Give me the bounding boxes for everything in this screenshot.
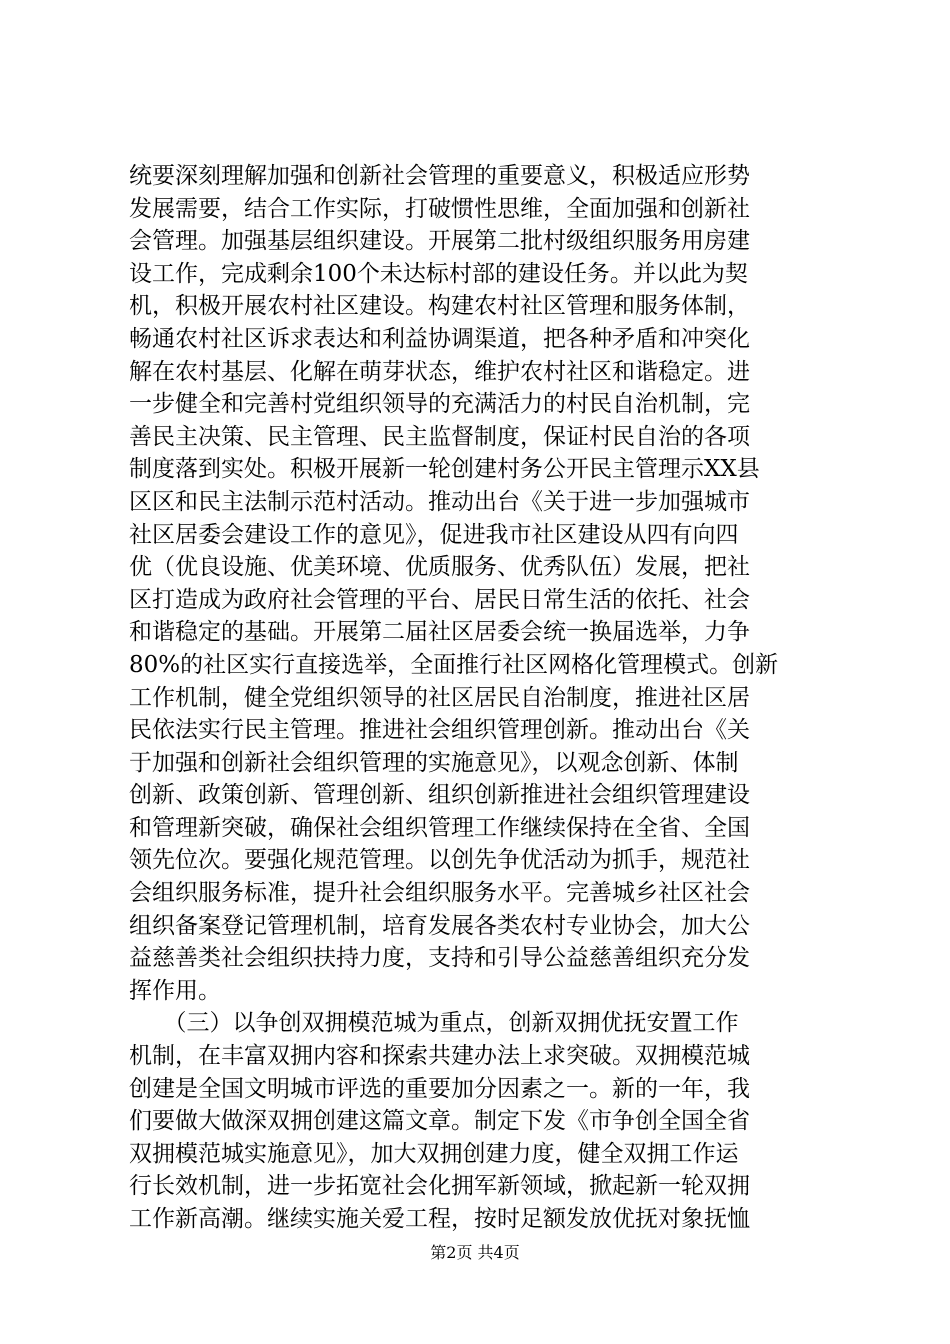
text-line: 畅通农村社区诉求表达和利益协调渠道，把各种矛盾和冲突化 xyxy=(129,325,750,352)
text-line: 机制，在丰富双拥内容和探索共建办法上求突破。双拥模范城 xyxy=(129,1043,750,1070)
text-line: 们要做大做深双拥创建这篇文章。制定下发《市争创全国全省 xyxy=(129,1108,750,1135)
text-line: 双拥模范城实施意见》，加大双拥创建力度，健全双拥工作运 xyxy=(129,1140,739,1167)
text-line: 设工作，完成剩余100个未达标村部的建设任务。并以此为契 xyxy=(129,260,748,287)
text-line: 制度落到实处。积极开展新一轮创建村务公开民主管理示XX县 xyxy=(129,456,760,483)
text-line: 民依法实行民主管理。推进社会组织管理创新。推动出台《关 xyxy=(129,717,750,744)
text-line: 行长效机制，进一步拓宽社会化拥军新领域，掀起新一轮双拥 xyxy=(129,1173,750,1200)
text-line: 发展需要，结合工作实际，打破惯性思维，全面加强和创新社 xyxy=(129,195,750,222)
text-line: 益慈善类社会组织扶持力度，支持和引导公益慈善组织充分发 xyxy=(129,945,750,972)
text-line: 区区和民主法制示范村活动。推动出台《关于进一步加强城市 xyxy=(129,488,750,515)
text-line: 工作新高潮。继续实施关爱工程，按时足额发放优抚对象抚恤 xyxy=(129,1206,750,1232)
text-line: 于加强和创新社会组织管理的实施意见》，以观念创新、体制 xyxy=(129,749,739,776)
text-line: 解在农村基层、化解在萌芽状态，维护农村社区和谐稳定。进 xyxy=(129,358,750,385)
text-line: 组织备案登记管理机制，培育发展各类农村专业协会，加大公 xyxy=(129,912,750,939)
text-line: 和谐稳定的基础。开展第二届社区居委会统一换届选举，力争 xyxy=(129,619,750,646)
text-line: 会管理。加强基层组织建设。开展第二批村级组织服务用房建 xyxy=(129,228,750,255)
paragraph-heading-line: （三）以争创双拥模范城为重点，创新双拥优抚安置工作 xyxy=(129,1010,739,1037)
text-line: 领先位次。要强化规范管理。以创先争优活动为抓手，规范社 xyxy=(129,847,750,874)
text-line: 社区居委会建设工作的意见》，促进我市社区建设从四有向四 xyxy=(129,521,739,548)
text-line: 创建是全国文明城市评选的重要加分因素之一。新的一年，我 xyxy=(129,1075,750,1102)
text-line: 区打造成为政府社会管理的平台、居民日常生活的依托、社会 xyxy=(129,586,750,613)
body-text xyxy=(129,160,829,1236)
text-line: 一步健全和完善村党组织领导的充满活力的村民自治机制，完 xyxy=(129,391,750,418)
text-line: 和管理新突破，确保社会组织管理工作继续保持在全省、全国 xyxy=(129,814,750,841)
text-line: 善民主决策、民主管理、民主监督制度，保证村民自治的各项 xyxy=(129,423,750,450)
text-line: 80%的社区实行直接选举，全面推行社区网格化管理模式。创新 xyxy=(129,651,779,678)
page-footer: 第2页 共4页 xyxy=(430,1243,520,1262)
text-line: 机，积极开展农村社区建设。构建农村社区管理和服务体制， xyxy=(129,293,750,320)
text-line: 创新、政策创新、管理创新、组织创新推进社会组织管理建设 xyxy=(129,782,750,809)
text-line: 挥作用。 xyxy=(129,977,221,1004)
text-line: 会组织服务标准，提升社会组织服务水平。完善城乡社区社会 xyxy=(129,880,750,907)
text-line: 优（优良设施、优美环境、优质服务、优秀队伍）发展，把社 xyxy=(129,554,750,581)
text-line: 统要深刻理解加强和创新社会管理的重要意义，积极适应形势 xyxy=(129,163,750,189)
text-line: 工作机制，健全党组织领导的社区居民自治制度，推进社区居 xyxy=(129,684,750,711)
